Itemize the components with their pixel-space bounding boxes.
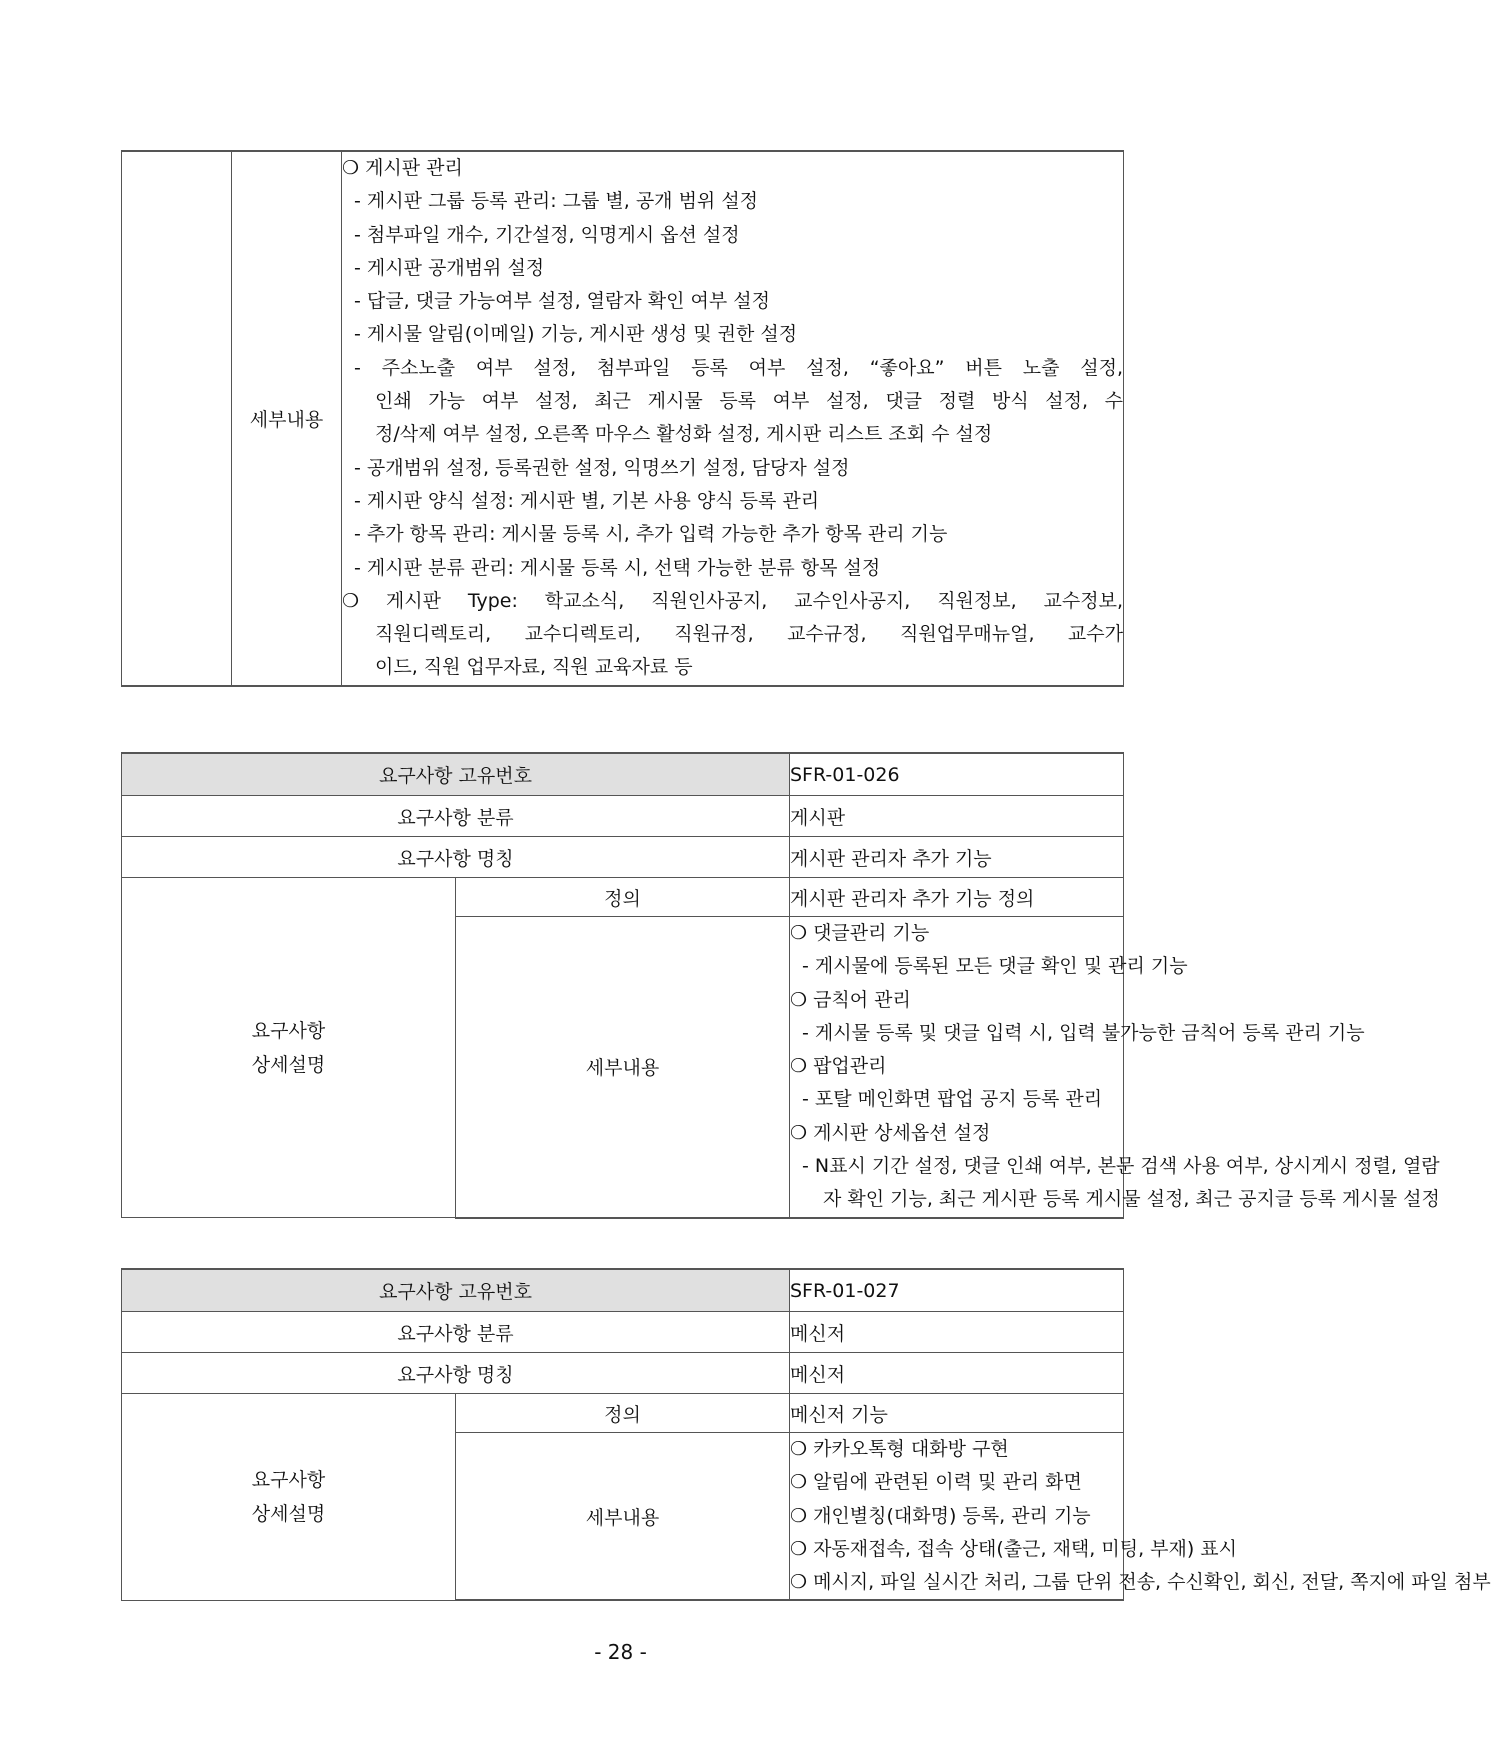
req-def-label: 정의 — [456, 878, 790, 917]
dash-item: - 포탈 메인화면 팝업 공지 등록 관리 — [802, 1088, 1103, 1111]
content-lines — [790, 1433, 1491, 1599]
req-detail-label-line2: 상세설명 — [251, 1502, 326, 1525]
bullet-item: ❍ 알림에 관련된 이력 및 관리 화면 — [790, 1471, 1082, 1494]
req-def-value: 메신저 기능 — [790, 1394, 1124, 1433]
bullet-item: ❍ 게시판 Type: 학교소식, 직원인사공지, 교수인사공지, 직원정보, 교수정보, — [342, 589, 1123, 612]
req-id-label: 요구사항 고유번호 — [122, 1269, 790, 1312]
requirement-table-sfr-01-026 — [121, 752, 1440, 1219]
dash-item: - 게시판 그룹 등록 관리: 그룹 별, 공개 범위 설정 — [354, 190, 759, 213]
dash-item: - 게시물에 등록된 모든 댓글 확인 및 관리 기능 — [802, 955, 1188, 978]
content-label-cell: 세부내용 — [232, 151, 342, 686]
dash-item: - 게시물 등록 및 댓글 입력 시, 입력 불가능한 금칙어 등록 관리 기능 — [802, 1021, 1365, 1044]
bullet-item: ❍ 금칙어 관리 — [790, 988, 911, 1011]
bullet-item: ❍ 자동재접속, 접속 상태(출근, 재택, 미팅, 부재) 표시 — [790, 1537, 1238, 1560]
req-detail-label-line2: 상세설명 — [251, 1053, 326, 1076]
requirement-table-continued — [121, 150, 1124, 687]
req-content-cell — [790, 1433, 1491, 1601]
req-detail-label — [122, 878, 456, 1218]
req-category-label: 요구사항 분류 — [122, 1312, 790, 1353]
continuation-line: 인쇄 가능 여부 설정, 최근 게시물 등록 여부 설정, 댓글 정렬 방식 설정, 수 — [375, 390, 1123, 413]
req-detail-label-line1: 요구사항 — [251, 1468, 326, 1491]
content-cell — [342, 151, 1124, 686]
dash-item: - 게시판 분류 관리: 게시물 등록 시, 선택 가능한 분류 항목 설정 — [354, 556, 881, 579]
page-number: - 28 - — [594, 1640, 647, 1664]
req-category-label: 요구사항 분류 — [122, 796, 790, 837]
continuation-line: 정/삭제 여부 설정, 오른쪽 마우스 활성화 설정, 게시판 리스트 조회 수 설정 — [375, 423, 993, 446]
dash-item: - 게시판 공개범위 설정 — [354, 256, 545, 279]
req-id-value: SFR-01-027 — [790, 1269, 1124, 1312]
dash-item: - 추가 항목 관리: 게시물 등록 시, 추가 입력 가능한 추가 항목 관리 기능 — [354, 523, 948, 546]
req-detail-label — [122, 1394, 456, 1601]
dash-item: - 게시물 알림(이메일) 기능, 게시판 생성 및 권한 설정 — [354, 323, 798, 346]
continuation-line: 이드, 직원 업무자료, 직원 교육자료 등 — [375, 656, 693, 679]
req-name-value: 메신저 — [790, 1353, 1124, 1394]
req-content-label: 세부내용 — [456, 1433, 790, 1601]
dash-item: - 게시판 양식 설정: 게시판 별, 기본 사용 양식 등록 관리 — [354, 489, 820, 512]
req-name-label: 요구사항 명칭 — [122, 1353, 790, 1394]
dash-item: - N표시 기간 설정, 댓글 인쇄 여부, 본문 검색 사용 여부, 상시게시 정렬, 열람 — [802, 1155, 1440, 1178]
dash-item: - 주소노출 여부 설정, 첨부파일 등록 여부 설정, “좋아요” 버튼 노출 설정, — [354, 356, 1123, 379]
req-detail-label-line1: 요구사항 — [251, 1019, 326, 1042]
bullet-item: ❍ 팝업관리 — [790, 1055, 887, 1078]
content-lines — [342, 152, 1123, 685]
continuation-line: 직원디렉토리, 교수디렉토리, 직원규정, 교수규정, 직원업무매뉴얼, 교수가 — [375, 623, 1123, 646]
content-lines — [790, 917, 1440, 1217]
bullet-item: ❍ 메시지, 파일 실시간 처리, 그룹 단위 전송, 수신확인, 회신, 전달, 쪽지에 파일 첨부 — [790, 1571, 1491, 1594]
req-def-label: 정의 — [456, 1394, 790, 1433]
dash-item: - 공개범위 설정, 등록권한 설정, 익명쓰기 설정, 담당자 설정 — [354, 456, 850, 479]
req-name-value: 게시판 관리자 추가 기능 — [790, 837, 1124, 878]
req-content-label: 세부내용 — [456, 917, 790, 1218]
bullet-item: ❍ 카카오톡형 대화방 구현 — [790, 1438, 1009, 1460]
bullet-item: ❍ 게시판 상세옵션 설정 — [790, 1121, 991, 1144]
req-category-value: 메신저 — [790, 1312, 1124, 1353]
req-content-cell — [790, 917, 1440, 1218]
req-id-label: 요구사항 고유번호 — [122, 753, 790, 796]
req-def-value: 게시판 관리자 추가 기능 정의 — [790, 878, 1124, 917]
dash-item: - 답글, 댓글 가능여부 설정, 열람자 확인 여부 설정 — [354, 290, 770, 313]
req-id-value: SFR-01-026 — [790, 753, 1124, 796]
continuation-line: 자 확인 기능, 최근 게시판 등록 게시물 설정, 최근 공지글 등록 게시물 설정 — [823, 1188, 1440, 1211]
requirement-table-sfr-01-027 — [121, 1268, 1491, 1601]
bullet-item: ❍ 게시판 관리 — [342, 157, 463, 179]
bullet-item: ❍ 댓글관리 기능 — [790, 922, 930, 944]
bullet-item: ❍ 개인별칭(대화명) 등록, 관리 기능 — [790, 1504, 1091, 1527]
detail-label-cell — [122, 151, 232, 686]
dash-item: - 첨부파일 개수, 기간설정, 익명게시 옵션 설정 — [354, 223, 740, 246]
req-category-value: 게시판 — [790, 796, 1124, 837]
req-name-label: 요구사항 명칭 — [122, 837, 790, 878]
